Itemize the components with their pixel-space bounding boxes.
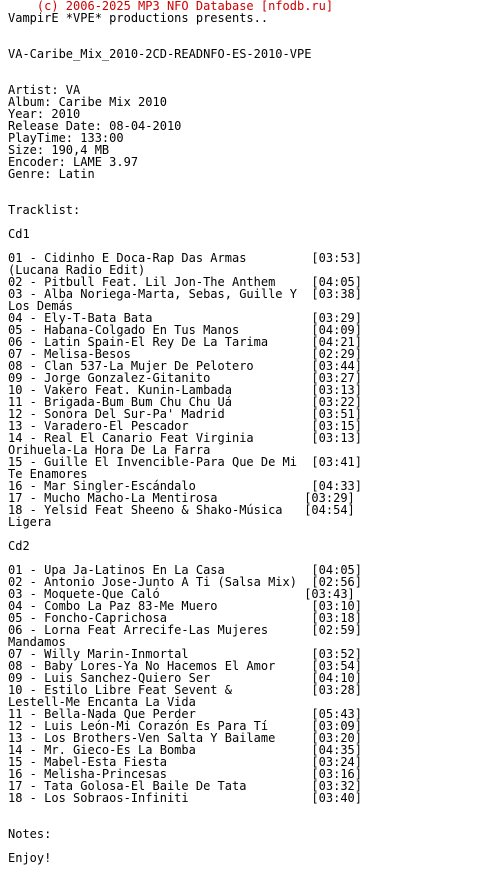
nfo-line: 03 - Moquete-Que Caló [03:43] (8, 587, 355, 601)
nfo-line (8, 804, 480, 816)
nfo-line: 08 - Clan 537-La Mujer De Pelotero [03:44] (8, 359, 363, 373)
nfo-line: 07 - Willy Marin-Inmortal [03:52] (8, 647, 363, 661)
nfo-line: 10 - Vakero Feat. Kunin-Lambada [03:13] (8, 383, 363, 397)
nfo-line: 02 - Antonio Jose-Junto A Ti (Salsa Mix) [02:56] (8, 575, 363, 589)
nfo-line (8, 816, 480, 828)
nfo-line: 04 - Combo La Paz 83-Me Muero [03:10] (8, 599, 363, 613)
nfo-line: 18 - Los Sobraos-Infiniti [03:40] (8, 791, 363, 805)
nfo-line: VampirE *VPE* productions presents.. (8, 11, 269, 25)
nfo-line: Genre: Latin (8, 167, 95, 181)
nfo-line: 18 - Yelsid Feat Sheeno & Shako-Música [04:54] (8, 503, 355, 517)
nfo-line: Cd2 (8, 539, 30, 553)
nfo-line: Te Enamores (8, 467, 88, 481)
nfo-line: Los Demás (8, 299, 74, 313)
nfo-line: 01 - Upa Ja-Latinos En La Casa [04:05] (8, 563, 363, 577)
nfo-line: 05 - Foncho-Caprichosa [03:18] (8, 611, 363, 625)
nfo-line: 04 - Ely-T-Bata Bata [03:29] (8, 311, 363, 325)
nfo-line: 12 - Sonora Del Sur-Pa' Madrid [03:51] (8, 407, 363, 421)
nfo-line: 12 - Luis León-Mi Corazón Es Para Tí [03:09] (8, 719, 363, 733)
nfo-line: VA-Caribe_Mix_2010-2CD-READNFO-ES-2010-VPE (8, 47, 312, 61)
nfo-line: PlayTime: 133:00 (8, 131, 124, 145)
nfo-line: Artist: VA (8, 83, 81, 97)
nfo-line: Lestell-Me Encanta La Vida (8, 695, 196, 709)
nfo-line: 16 - Mar Singler-Escándalo [04:33] (8, 479, 363, 493)
nfo-line: Enjoy! (8, 851, 52, 865)
nfo-line: Mandamos (8, 635, 66, 649)
nfo-line: 03 - Alba Noriega-Marta, Sebas, Guille Y [03:38] (8, 287, 363, 301)
nfo-line: 17 - Mucho Macho-La Mentirosa [03:29] (8, 491, 355, 505)
nfo-line: Size: 190,4 MB (8, 143, 110, 157)
nfo-line: 16 - Melisha-Princesas [03:16] (8, 767, 363, 781)
nfo-line: Release Date: 08-04-2010 (8, 119, 182, 133)
nfo-line: 06 - Lorna Feat Arrecife-Las Mujeres [02:59] (8, 623, 363, 637)
nfo-line: 14 - Mr. Gieco-Es La Bomba [04:35] (8, 743, 363, 757)
nfo-line: Encoder: LAME 3.97 (8, 155, 139, 169)
nfo-line: 06 - Latin Spain-El Rey De La Tarima [04:21] (8, 335, 363, 349)
nfo-line (8, 528, 480, 540)
copyright-line: (c) 2006-2025 MP3 NFO Database [nfodb.ru] (8, 0, 334, 13)
nfo-line: 17 - Tata Golosa-El Baile De Tata [03:32] (8, 779, 363, 793)
nfo-line: Tracklist: (8, 203, 81, 217)
nfo-line: 08 - Baby Lores-Ya No Hacemos El Amor [03:54] (8, 659, 363, 673)
nfo-line: Cd1 (8, 227, 30, 241)
nfo-document (8, 0, 480, 864)
nfo-line: 10 - Estilo Libre Feat Sevent & [03:28] (8, 683, 363, 697)
nfo-line: 09 - Luis Sanchez-Quiero Ser [04:10] (8, 671, 363, 685)
nfo-line: Year: 2010 (8, 107, 81, 121)
nfo-line (8, 840, 480, 852)
nfo-line: Notes: (8, 827, 52, 841)
nfo-line: Orihuela-La Hora De La Farra (8, 443, 211, 457)
nfo-line: 02 - Pitbull Feat. Lil Jon-The Anthem [04:05] (8, 275, 363, 289)
nfo-line: 15 - Guille El Invencible-Para Que De Mi [03:41] (8, 455, 363, 469)
nfo-line: 01 - Cidinho E Doca-Rap Das Armas [03:53] (8, 251, 363, 265)
nfo-line: 13 - Los Brothers-Ven Salta Y Bailame [03:20] (8, 731, 363, 745)
nfo-line (8, 60, 480, 72)
nfo-line: 11 - Bella-Nada Que Perder [05:43] (8, 707, 363, 721)
nfo-line: 07 - Melisa-Besos [02:29] (8, 347, 363, 361)
nfo-line (8, 216, 480, 228)
nfo-line: 09 - Jorge Gonzalez-Gitanito [03:27] (8, 371, 363, 385)
nfo-line: Album: Caribe Mix 2010 (8, 95, 167, 109)
nfo-line: 15 - Mabel-Esta Fiesta [03:24] (8, 755, 363, 769)
nfo-line (8, 180, 480, 192)
nfo-line: Ligera (8, 515, 52, 529)
nfo-line: (Lucana Radio Edit) (8, 263, 146, 277)
nfo-line (8, 24, 480, 36)
nfo-line: 14 - Real El Canario Feat Virginia [03:13] (8, 431, 363, 445)
nfo-line: 05 - Habana-Colgado En Tus Manos [04:09] (8, 323, 363, 337)
nfo-line: 11 - Brigada-Bum Bum Chu Chu Uá [03:22] (8, 395, 363, 409)
nfo-line: 13 - Varadero-El Pescador [03:15] (8, 419, 363, 433)
